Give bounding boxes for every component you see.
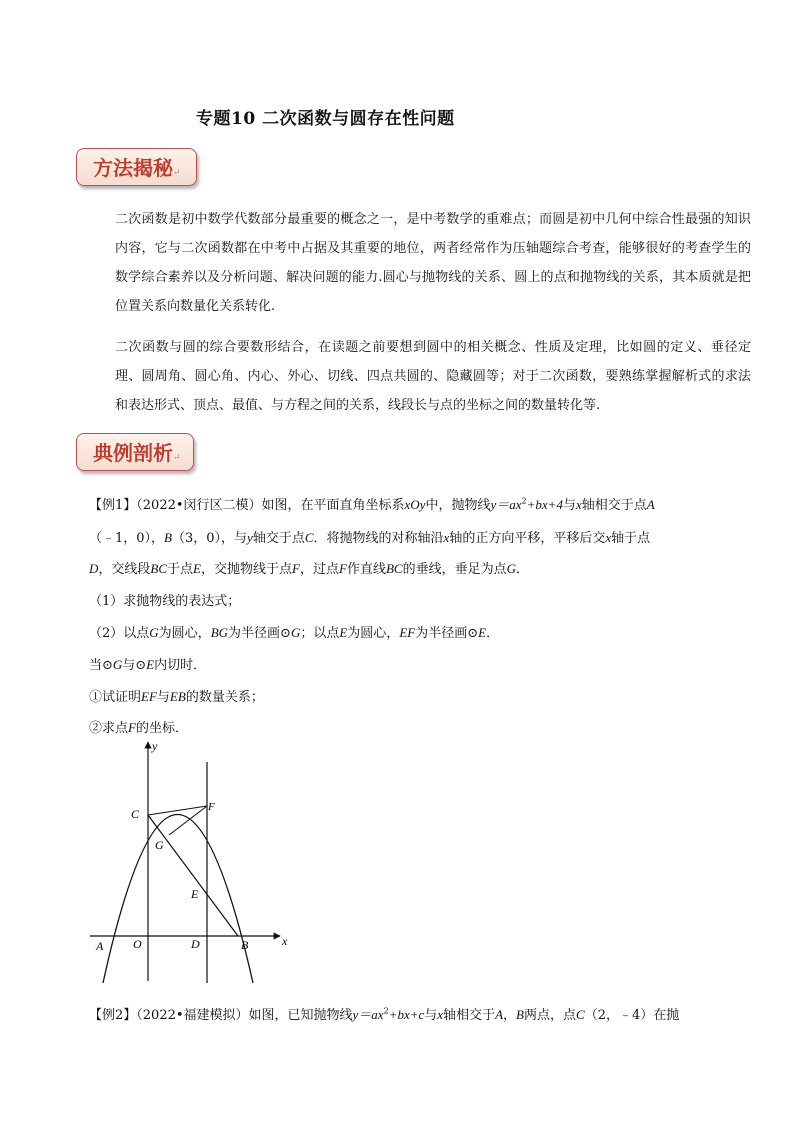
text: ，交线段 [98, 562, 151, 577]
math: E [339, 625, 348, 640]
text: 【例2】（2022•福建模拟）如图，已知抛物线 [89, 1008, 353, 1023]
label-d: D [191, 937, 200, 951]
text: 【例1】（2022•闵行区二模）如图，在平面直角坐标系 [89, 498, 405, 513]
math: C [576, 1007, 585, 1022]
label-f: F [208, 801, 215, 813]
label-a: A [96, 939, 104, 953]
page-title: 专题10 二次函数与圆存在性问题 [196, 109, 455, 129]
condition-line [89, 654, 206, 673]
text: 为半径画⊙ [228, 626, 291, 641]
math: B [516, 1007, 524, 1022]
text: 为圆心， [347, 626, 400, 641]
math: EB [169, 689, 186, 704]
section-tag-label: 典例剖析 [93, 441, 173, 465]
math: x [443, 530, 450, 545]
example2-line1 [89, 1004, 679, 1023]
section-tag-methods [76, 148, 197, 186]
text: （2，﹣4）在抛 [584, 1008, 680, 1023]
math: A [646, 497, 655, 512]
text: ②求点 [89, 721, 129, 736]
text: ，交抛物线于点 [201, 562, 293, 577]
math: BC [150, 561, 168, 576]
text: （3，0），与 [172, 531, 248, 546]
sub-question-1 [89, 686, 264, 705]
math: A [495, 1007, 504, 1022]
math: x [575, 497, 582, 512]
math: y＝ax [490, 497, 522, 512]
text: 的数量关系； [185, 690, 264, 705]
label-g: G [155, 838, 164, 852]
text: （2）以点 [89, 626, 150, 641]
segment-cf [148, 806, 207, 815]
math: EF [141, 689, 157, 704]
text: 轴于点 [611, 531, 651, 546]
text: 与⊙ [122, 658, 147, 673]
label-e: E [191, 887, 199, 901]
math: E [478, 625, 487, 640]
text: ，过点 [299, 562, 339, 577]
math: BG [210, 625, 229, 640]
text: 的坐标． [135, 721, 188, 736]
label-y: y [152, 739, 158, 753]
math: 2 [521, 496, 527, 506]
label-x: x [282, 934, 288, 948]
section-tag-label: 方法揭秘 [93, 156, 173, 180]
label-o: O [133, 937, 142, 951]
math: x [605, 530, 612, 545]
text: ．将抛物线的对称轴沿 [313, 531, 444, 546]
text: ， [503, 1008, 517, 1023]
text: 轴相交于点 [581, 498, 647, 513]
math: F [292, 561, 300, 576]
text: 与 [156, 690, 170, 705]
math: 2 [383, 1006, 389, 1016]
math: x [437, 1007, 444, 1022]
text: 轴交于点 [252, 531, 305, 546]
text: 内切时． [154, 658, 207, 673]
math: y＝ax [352, 1007, 384, 1022]
math: F [338, 561, 347, 576]
label-b: B [241, 938, 249, 952]
text: 轴相交于 [443, 1008, 496, 1023]
example1-line2 [89, 527, 650, 546]
text: 与 [424, 1008, 438, 1023]
example1-line3 [89, 558, 529, 577]
math: y [247, 530, 253, 545]
parabola-curve [103, 815, 253, 984]
text: 轴的正方向平移，平移后交 [449, 531, 606, 546]
math: +bx+4 [526, 497, 563, 512]
intro-paragraph-1: 二次函数是初中数学代数部分最重要的概念之一，是中考数学的重难点；而圆是初中几何中综合性最强的知识内容，它与二次函数都在中考中占据及其重要的地位，两者经常作为压轴题综合考查，能够很好的考查学生的数学综合素养以及分析问题、解决问题的能力.圆心与抛物线的关系、圆上的点和抛物线的关系，其本质就是把位置关系向数量化关系转化. [115, 212, 751, 314]
math: G [506, 561, 516, 576]
math: EF [399, 625, 416, 640]
segment-bc [148, 815, 238, 936]
math: B [164, 530, 172, 545]
text: 两点，点 [524, 1008, 577, 1023]
text: 当⊙ [89, 658, 113, 673]
question-1: （1）求抛物线的表达式； [89, 594, 241, 609]
text: 作直线 [346, 562, 386, 577]
paragraph-mark: ↵ [173, 453, 181, 463]
math: G [290, 625, 301, 640]
paragraph-mark: ↵ [173, 168, 181, 178]
label-c: C [131, 807, 140, 821]
text: 于点 [167, 562, 194, 577]
section-tag-examples [76, 433, 194, 471]
text: 与 [562, 498, 576, 513]
math: +bx+c [388, 1007, 425, 1022]
math: C [304, 530, 314, 545]
text: ． [515, 562, 529, 577]
math: E [146, 657, 155, 672]
math: F [128, 720, 136, 735]
math: xOy [404, 497, 426, 512]
text: 为半径画⊙ [415, 626, 479, 641]
text: ；以点 [300, 626, 340, 641]
text: 的垂线，垂足为点 [402, 562, 507, 577]
parabola-figure [84, 736, 304, 986]
math: G [149, 625, 159, 640]
math: G [112, 657, 123, 672]
sub-question-2 [89, 717, 188, 736]
text: ． [486, 626, 500, 641]
example1-line1 [89, 494, 655, 513]
math: BC [385, 561, 403, 576]
text: 中，抛物线 [425, 498, 491, 513]
text: 为圆心， [158, 626, 211, 641]
text: （﹣1，0）， [89, 531, 165, 546]
question-2 [89, 622, 499, 641]
math: E [193, 561, 201, 576]
math: D [89, 561, 99, 576]
text: ①试证明 [89, 690, 142, 705]
intro-paragraph-2: 二次函数与圆的综合要数形结合，在读题之前要想到圆中的相关概念、性质及定理，比如圆的定义、垂径定理、圆周角、圆心角、内心、外心、切线、四点共圆的、隐藏圆等；对于二次函数，要熟练掌握解析式的求法和表达形式、顶点、最值、与方程之间的关系，线段长与点的坐标之间的数量转化等. [115, 340, 751, 413]
